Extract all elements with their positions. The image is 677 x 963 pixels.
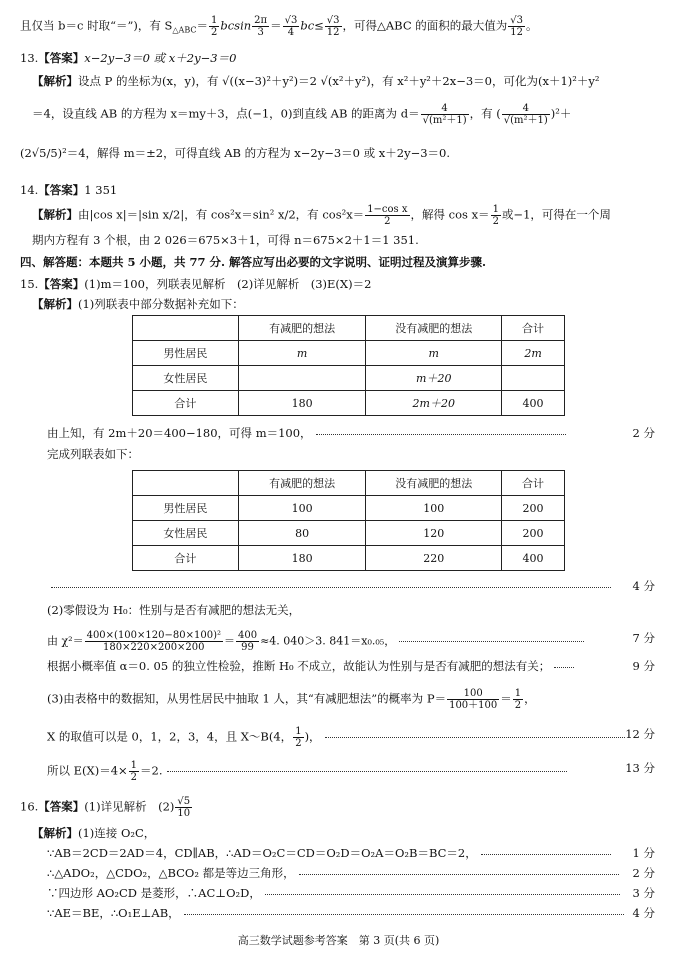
- q15-analysis-label: 【解析】: [32, 297, 78, 311]
- top-text-g: 。: [526, 18, 538, 33]
- score-9: 9 分: [632, 659, 655, 673]
- frac-half-e: $\frac{1}{2}$: [130, 760, 138, 783]
- expect-text-b: ＝2.: [140, 763, 163, 778]
- chi-text-c: ≈4. 040＞3. 841＝x₀.₀₅，: [260, 634, 396, 648]
- q15-line-dots4: [47, 578, 615, 594]
- table-cell: [238, 366, 366, 391]
- q16-line5: [47, 905, 628, 921]
- table-header-row: [133, 471, 565, 496]
- q13-analysis-line1: [32, 73, 599, 89]
- q13-analysis-label: 【解析】: [32, 74, 78, 88]
- frac-half-q14: $\frac{1}{2}$: [492, 204, 499, 227]
- table-row: [133, 366, 565, 391]
- q15-line-prob: [47, 688, 536, 711]
- q15-line-expect: [47, 760, 571, 783]
- q15-answer-line: [20, 276, 371, 292]
- chi-text-b: ＝: [223, 634, 235, 648]
- table-header-cell: 有减肥的想法: [238, 316, 366, 341]
- q16-number: 16.: [20, 799, 39, 814]
- table-cell: 100: [366, 496, 502, 521]
- contingency-table-complete: [132, 470, 565, 571]
- q16-text2: ∵AB＝2CD＝2AD＝4，CD∥AB，∴AD＝O₂C＝CD＝O₂D＝O₂A＝O₂B＝BC＝2，: [47, 846, 477, 860]
- q13-analysis-line3: [20, 145, 450, 161]
- binomial-text-a: X 的取值可以是 0，1，2，3，4，且 X～B(4，: [47, 729, 293, 744]
- q16-text3: ∴△ADO₂，△CDO₂，△BCO₂ 都是等边三角形，: [47, 866, 295, 880]
- q15-line-complete: 完成列联表如下：: [47, 447, 139, 461]
- frac-100-200: $\frac{100}{100+100}$: [449, 688, 498, 711]
- table-header-cell: 没有减肥的想法: [366, 316, 502, 341]
- table-cell: 80: [238, 521, 366, 546]
- leader-dots: [265, 894, 620, 895]
- q13-analysis-text2b: ，有: [469, 106, 493, 121]
- frac-2pi3: $\frac{2\pi}{3}$: [254, 15, 268, 38]
- q15-analysis-text1: (1)列联表中部分数据补充如下：: [78, 297, 244, 311]
- q14-analysis-text1a: 由|cos x|＝|sin x/2|，有 cos²x＝sin² x/2，有 cos²x＝: [78, 207, 365, 222]
- expect-text-a: 所以 E(X)＝4×: [47, 763, 128, 778]
- table-cell: m: [366, 341, 502, 366]
- q14-number: 14.: [20, 183, 39, 197]
- alpha-text: 根据小概率值 α＝0. 05 的独立性检验，推断 H₀ 不成立，故能认为性别与是否有减肥的想法有关；: [47, 659, 551, 673]
- table-cell: [502, 366, 565, 391]
- q15-line-m: [47, 425, 570, 441]
- page-footer: 高三数学试题参考答案 第 3 页(共 6 页): [237, 934, 440, 947]
- q13-answer-line: [20, 50, 236, 66]
- table-cell: 合计: [133, 546, 239, 571]
- table-cell: 合计: [133, 391, 239, 416]
- score-2: 2 分: [632, 426, 655, 440]
- q16-line4: [47, 885, 624, 901]
- table-cell: 男性居民: [133, 341, 239, 366]
- table-cell: 2m＋20: [366, 391, 502, 416]
- top-text-f: ，可得△ABC 的面积的最大值为: [342, 18, 508, 33]
- leader-dots: [184, 914, 624, 915]
- table-cell: 220: [366, 546, 502, 571]
- q15-m-text: 由上知，有 2m＋20＝400−180，可得 m＝100，: [47, 426, 312, 440]
- score-q16-4: 4 分: [632, 906, 655, 920]
- top-text-a: 且仅当 b＝c 时取“＝”)，有 S: [20, 18, 173, 33]
- score-4: 4 分: [632, 579, 655, 593]
- table-header-row: [133, 316, 565, 341]
- q14-analysis-label: 【解析】: [32, 207, 78, 222]
- q15-line-chi: [47, 630, 588, 653]
- q16-text4: ∵四边形 AO₂CD 是菱形，∴AC⊥O₂D，: [47, 886, 261, 900]
- q13-analysis-text2a: ＝4，设直线 AB 的方程为 x＝my＋3，点(−1，0)到直线 AB 的距离为 d＝: [32, 106, 420, 121]
- leader-dots: [299, 874, 619, 875]
- top-text-d: ＝: [270, 18, 282, 33]
- chi-text-a: 由 χ²＝: [47, 634, 84, 648]
- q16-line3: [47, 865, 623, 881]
- table-cell: 120: [366, 521, 502, 546]
- q13-analysis-text3: (2√5/5)²＝4，解得 m＝±2，可得直线 AB 的方程为 x−2y−3＝0 或 x＋2y−3＝0.: [20, 146, 451, 160]
- q14-analysis-line1: [32, 204, 611, 227]
- q16-analysis-label: 【解析】: [32, 826, 78, 840]
- prob-text-b: ＝: [500, 691, 512, 706]
- top-line: [20, 15, 538, 39]
- q14-answer-line: [20, 182, 117, 198]
- q16-analysis-text1: (1)连接 O₂C，: [78, 826, 156, 840]
- leader-dots: [325, 737, 625, 738]
- frac-sqrt5-10: $\frac{√5}{10}$: [177, 796, 191, 819]
- table-cell: 女性居民: [133, 521, 239, 546]
- leader-dots: [399, 641, 584, 642]
- q15-analysis-line1: [32, 296, 244, 312]
- table-cell: 200: [502, 496, 565, 521]
- frac-half: $\frac{1}{2}$: [210, 15, 218, 38]
- frac-half-p: $\frac{1}{2}$: [514, 688, 522, 711]
- table-cell: 400: [502, 546, 565, 571]
- leader-dots: [167, 771, 567, 772]
- table-cell: 男性居民: [133, 496, 239, 521]
- score-1: 1 分: [632, 846, 655, 860]
- prob-text-a: (3)由表格中的数据知，从男性居民中抽取 1 人，其“有减肥想法”的概率为 P＝: [47, 691, 447, 706]
- q15-answer: (1)m＝100，列联表见解析 (2)详见解析 (3)E(X)＝2: [84, 277, 372, 291]
- table-cell: 100: [238, 496, 366, 521]
- leader-dots: [554, 667, 574, 668]
- table-cell: 女性居民: [133, 366, 239, 391]
- frac-half-b: $\frac{1}{2}$: [295, 726, 302, 749]
- q14-answer-label: 【答案】: [38, 183, 85, 197]
- q13-analysis-text2c: ＋: [559, 106, 572, 121]
- q15-number: 15.: [20, 277, 39, 291]
- frac-sqrt3-12: $\frac{√3}{12}$: [326, 15, 340, 38]
- q16-answer-line: [20, 796, 193, 819]
- top-text-e: bc≤: [300, 18, 324, 33]
- q15-line-binomial: [47, 726, 629, 749]
- frac-distance: $\frac{4}{\text{√(m²＋1)}}$: [422, 103, 467, 126]
- table-header-cell: 没有减肥的想法: [366, 471, 502, 496]
- prob-text-c: ，: [524, 691, 536, 706]
- leader-dots: [51, 587, 611, 588]
- table-row: [133, 341, 565, 366]
- score-12: 12 分: [625, 727, 655, 741]
- table-cell: 2m: [502, 341, 565, 366]
- q13-analysis-text1: 设点 P 的坐标为(x，y)，有 √((x−3)²＋y²)＝2 √(x²＋y²)，有 x²＋y²＋2x−3＝0，可化为(x＋1)²＋y²: [78, 74, 600, 88]
- table-header-cell: 有减肥的想法: [238, 471, 366, 496]
- q16-text5: ∵AE＝BE，∴O₁E⊥AB，: [47, 906, 180, 920]
- triangle-subscript: △ABC: [172, 25, 197, 35]
- table-cell: 400: [502, 391, 565, 416]
- table-header-cell: [133, 471, 239, 496]
- leader-dots: [316, 434, 566, 435]
- table-row: [133, 546, 565, 571]
- table-cell: 200: [502, 521, 565, 546]
- table-header-cell: 合计: [502, 316, 565, 341]
- score-3: 3 分: [632, 886, 655, 900]
- q14-analysis-text1b: ，解得 cos x＝: [410, 207, 490, 222]
- frac-distance-sq: $\frac{4}{\text{√(m²＋1)}}$: [503, 103, 548, 126]
- table-header-cell: 合计: [502, 471, 565, 496]
- table-header-cell: [133, 316, 239, 341]
- q13-answer-label: 【答案】: [38, 51, 85, 65]
- q16-line2: [47, 845, 615, 861]
- score-q16-2: 2 分: [632, 866, 655, 880]
- q14-analysis-text2: 期内方程有 3 个根，由 2 026＝675×3＋1，可得 n＝675×2＋1＝1 351.: [32, 233, 419, 247]
- table-cell: m: [238, 341, 366, 366]
- score-13: 13 分: [625, 761, 655, 775]
- table-cell: m＋20: [366, 366, 502, 391]
- frac-sqrt3-12-b: $\frac{√3}{12}$: [510, 15, 524, 38]
- frac-1-cosx: $\frac{\text{1−cos x}}{2}$: [367, 204, 408, 227]
- frac-400-99: $\frac{400}{99}$: [237, 630, 258, 653]
- top-text-c: bcsin: [220, 18, 252, 33]
- q13-answer: x−2y−3＝0 或 x＋2y−3＝0: [84, 51, 237, 65]
- q14-analysis-text1c: 或−1，可得在一个周: [501, 207, 611, 222]
- top-text-b: ＝: [196, 18, 208, 33]
- table-row: [133, 521, 565, 546]
- q16-answer: (1)详见解析 (2): [84, 799, 175, 814]
- binomial-text-b: )，: [304, 729, 321, 744]
- table-cell: 180: [238, 546, 366, 571]
- frac-chi-square: $\frac{\text{400×(100×120−80×100)²}}{180\times 220\times 200\times 200}$: [86, 630, 221, 653]
- q16-answer-label: 【答案】: [38, 799, 85, 814]
- q14-answer: 1 351: [84, 183, 118, 197]
- q15-line-h0: (2)零假设为 H₀：性别与是否有减肥的想法无关，: [47, 603, 301, 617]
- table-row: [133, 391, 565, 416]
- score-7: 7 分: [632, 631, 655, 645]
- table-cell: 180: [238, 391, 366, 416]
- leader-dots: [481, 854, 611, 855]
- q16-analysis-line1: [32, 825, 155, 841]
- frac-sqrt3-4: $\frac{√3}{4}$: [284, 15, 298, 38]
- table-row: [133, 496, 565, 521]
- q15-answer-label: 【答案】: [38, 277, 85, 291]
- q13-analysis-line2: ＝4，设直线 AB 的方程为 x＝my＋3，点(−1，0)到直线 AB 的距离为 d＝ $\frac{4}{\text{√(m²＋1)}}$ ，有 ( $\frac{4}{\text{√(m²＋1)}}$ )²＋: [32, 103, 572, 126]
- q14-analysis-line2: [32, 232, 419, 248]
- contingency-table-partial: [132, 315, 565, 416]
- q15-line-alpha: [47, 658, 578, 674]
- q13-number: 13.: [20, 51, 39, 65]
- section-4-heading: 四、解答题：本题共 5 小题，共 77 分. 解答应写出必要的文字说明、证明过程及演算步骤.: [20, 255, 487, 269]
